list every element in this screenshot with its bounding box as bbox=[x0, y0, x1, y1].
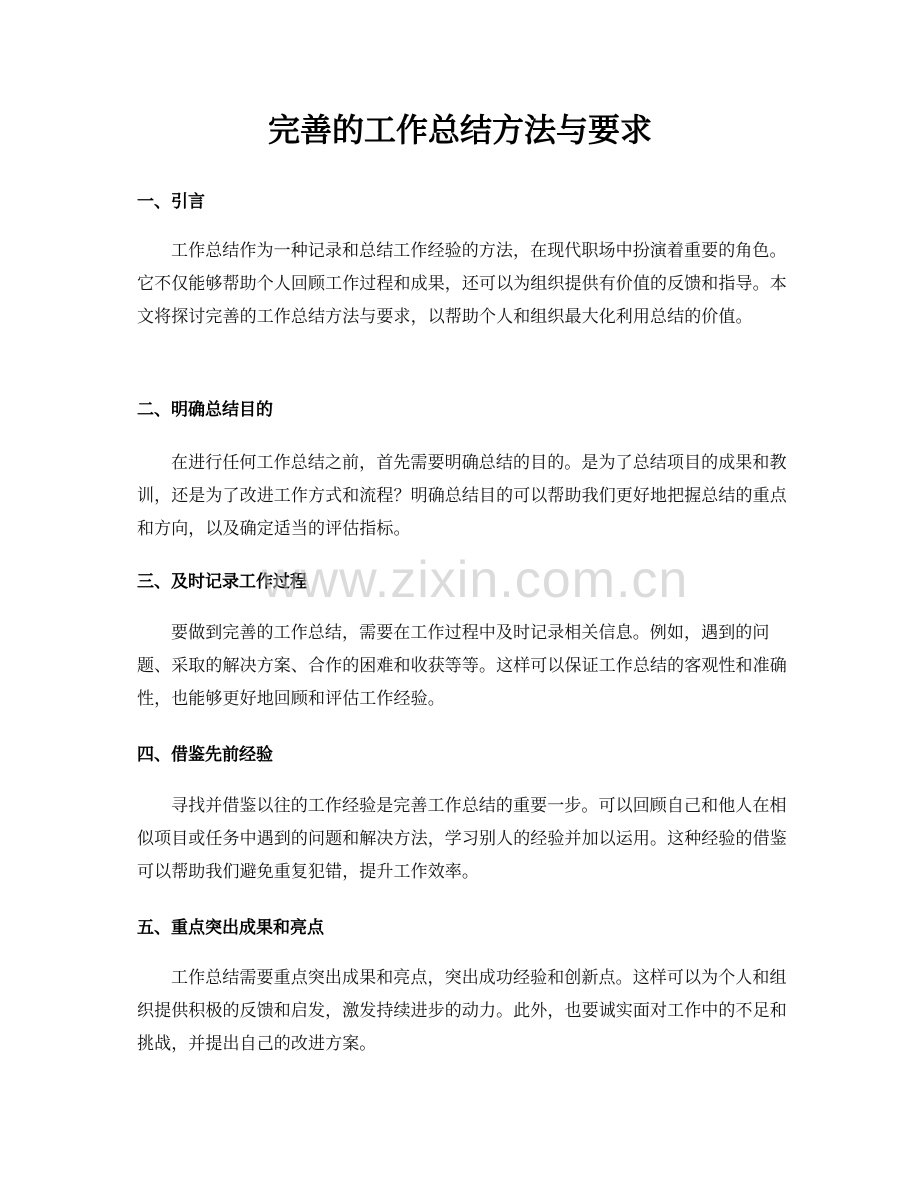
section-paragraph-purpose: 在进行任何工作总结之前，首先需要明确总结的目的。是为了总结项目的成果和教训，还是为了改进工作方式和流程？明确总结目的可以帮助我们更好地把握总结的重点和方向，以及确定适当的评估指标。 bbox=[137, 453, 787, 539]
section-heading-experience: 四、借鉴先前经验 bbox=[137, 745, 273, 765]
section-paragraph-experience: 寻找并借鉴以往的工作经验是完善工作总结的重要一步。可以回顾自己和他人在相似项目或任务中遇到的问题和解决方法，学习别人的经验并加以运用。这种经验的借鉴可以帮助我们避免重复犯错，提升工作效率。 bbox=[137, 796, 787, 882]
section-heading-purpose: 二、明确总结目的 bbox=[137, 400, 273, 420]
section-heading-highlights: 五、重点突出成果和亮点 bbox=[137, 918, 324, 938]
section-paragraph-introduction: 工作总结作为一种记录和总结工作经验的方法，在现代职场中扮演着重要的角色。它不仅能够帮助个人回顾工作过程和成果，还可以为组织提供有价值的反馈和指导。本文将探讨完善的工作总结方法与要求，以帮助个人和组织最大化利用总结的价值。 bbox=[137, 241, 787, 327]
section-heading-introduction: 一、引言 bbox=[137, 192, 205, 212]
section-heading-recording: 三、及时记录工作过程 bbox=[137, 572, 307, 592]
section-paragraph-highlights: 工作总结需要重点突出成果和亮点，突出成功经验和创新点。这样可以为个人和组织提供积极的反馈和启发，激发持续进步的动力。此外，也要诚实面对工作中的不足和挑战，并提出自己的改进方案。 bbox=[137, 968, 787, 1054]
document-title: 完善的工作总结方法与要求 bbox=[267, 111, 652, 149]
watermark-text: www.zixin.com.cn bbox=[262, 551, 689, 609]
section-paragraph-recording: 要做到完善的工作总结，需要在工作过程中及时记录相关信息。例如，遇到的问题、采取的解决方案、合作的困难和收获等等。这样可以保证工作总结的客观性和准确性，也能够更好地回顾和评估工作经验。 bbox=[137, 623, 787, 709]
